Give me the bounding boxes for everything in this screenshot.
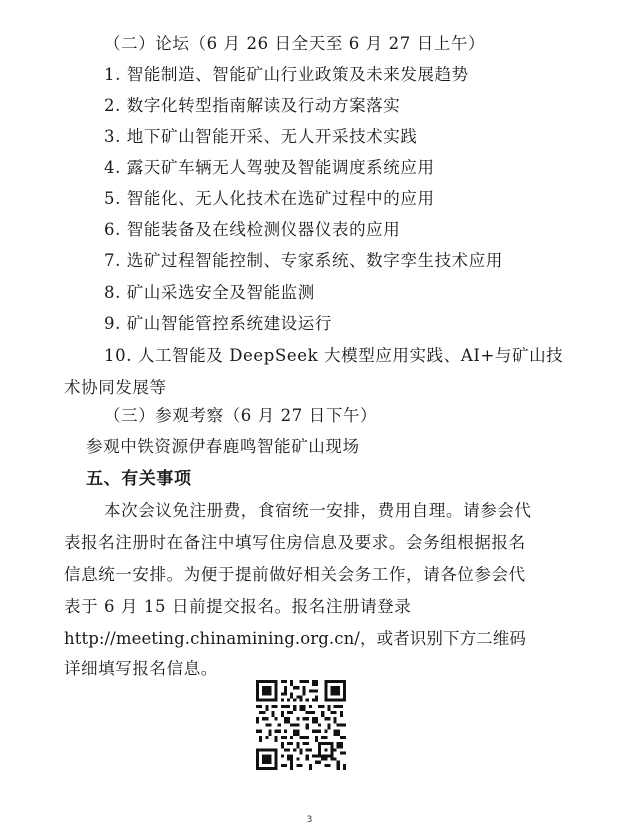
matters-line-1: 本次会议免注册费，食宿统一安排，费用自理。请参会代 [104, 501, 532, 520]
forum-item-4: 4. 露天矿车辆无人驾驶及智能调度系统应用 [104, 158, 435, 177]
forum-item-5: 5. 智能化、无人化技术在选矿过程中的应用 [104, 189, 435, 208]
forum-item-3: 3. 地下矿山智能开采、无人开采技术实践 [104, 127, 418, 146]
matters-line-3: 信息统一安排。为便于提前做好相关会务工作，请各位参会代 [64, 565, 526, 584]
visit-heading: （三）参观考察（6 月 27 日下午） [104, 406, 378, 425]
matters-heading: 五、有关事项 [86, 469, 192, 489]
forum-item-2: 2. 数字化转型指南解读及行动方案落实 [104, 96, 401, 115]
registration-qr-code-icon[interactable] [256, 680, 346, 770]
page-number: 3 [306, 815, 313, 825]
forum-item-7: 7. 选矿过程智能控制、专家系统、数字孪生技术应用 [104, 251, 503, 270]
forum-item-8: 8. 矿山采选安全及智能监测 [104, 283, 315, 302]
forum-heading: （二）论坛（6 月 26 日全天至 6 月 27 日上午） [104, 34, 486, 53]
forum-item-10-line1: 10. 人工智能及 DeepSeek 大模型应用实践、AI+与矿山技 [104, 346, 564, 365]
visit-text: 参观中铁资源伊春鹿鸣智能矿山现场 [86, 437, 360, 456]
forum-item-10-line2: 术协同发展等 [64, 378, 167, 397]
forum-item-6: 6. 智能装备及在线检测仪器仪表的应用 [104, 220, 401, 239]
forum-item-1: 1. 智能制造、智能矿山行业政策及未来发展趋势 [104, 65, 469, 84]
matters-line-2: 表报名注册时在备注中填写住房信息及要求。会务组根据报名 [64, 533, 526, 552]
forum-item-9: 9. 矿山智能管控系统建设运行 [104, 314, 332, 333]
matters-line-5-url[interactable]: http://meeting.chinamining.org.cn/，或者识别下方二维码 [64, 629, 526, 648]
matters-line-4: 表于 6 月 15 日前提交报名。报名注册请登录 [64, 597, 412, 616]
matters-line-6: 详细填写报名信息。 [64, 659, 218, 678]
